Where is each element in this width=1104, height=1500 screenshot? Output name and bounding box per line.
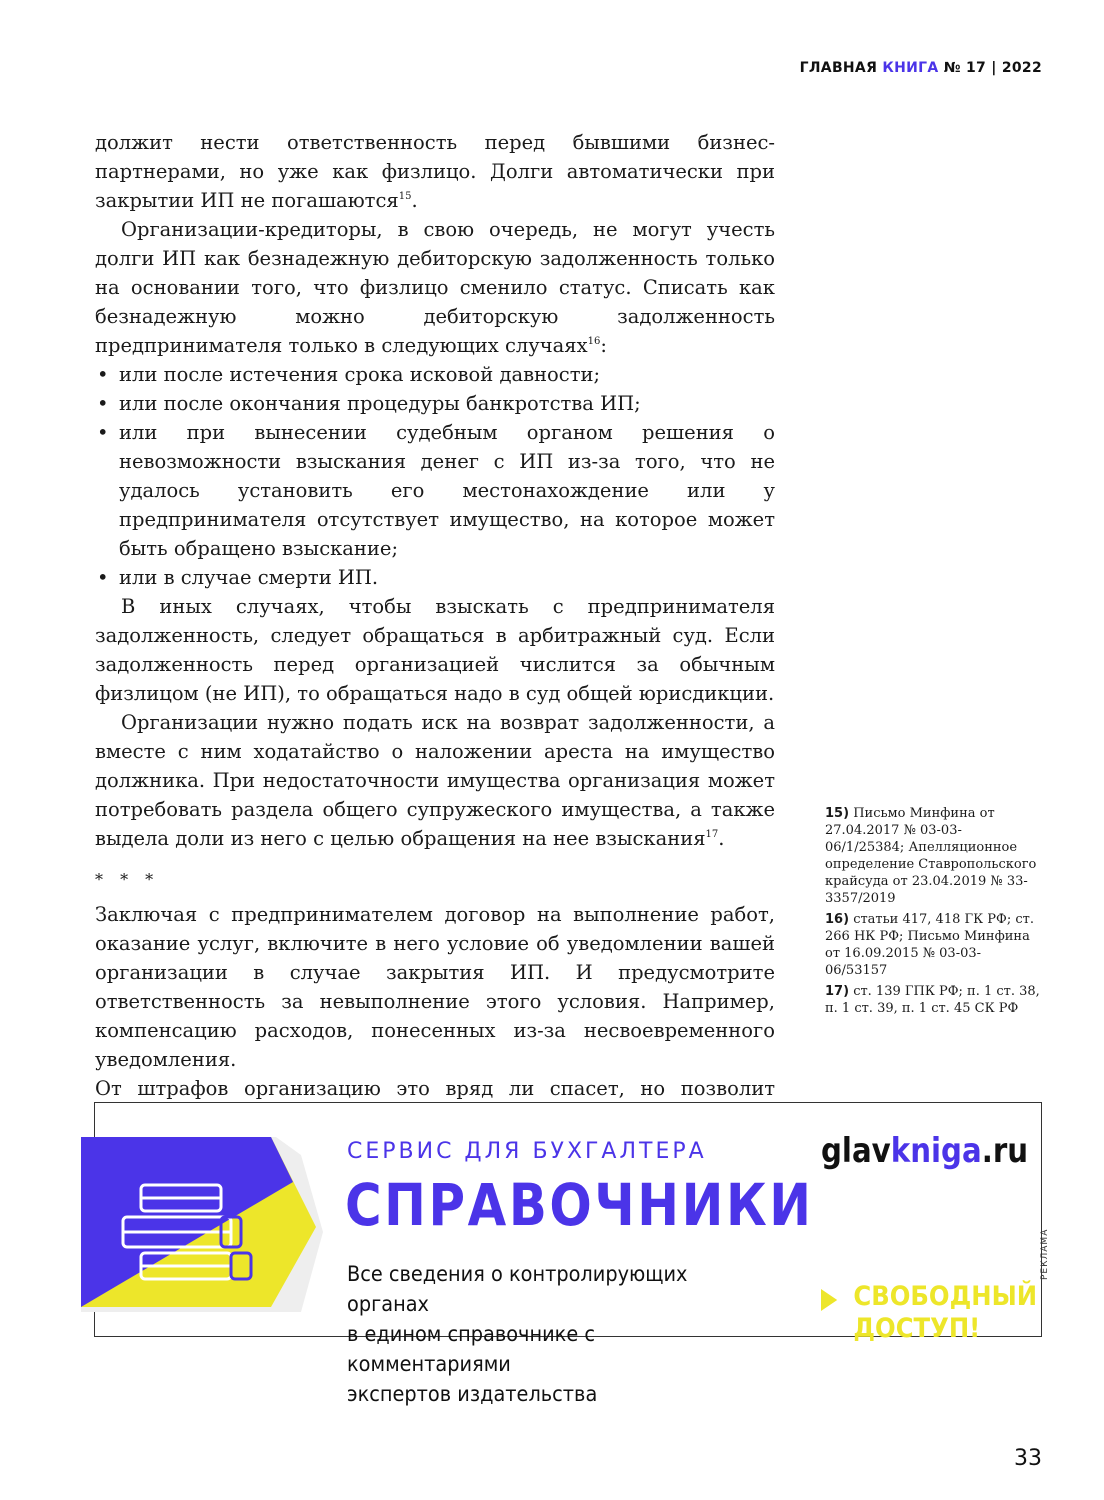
list-item: • или при вынесении судебным органом решения о невозможности взыскания денег с ИП из-за того, что не удалось установить его местонахождение или у предпринимателя отсутствует имущество, на которое может быть обращено взыскание; xyxy=(95,418,775,563)
arrow-right-icon xyxy=(821,1289,837,1311)
header-issue: № 17 | 2022 xyxy=(943,60,1042,76)
bullet-list xyxy=(95,360,775,592)
running-header xyxy=(800,60,1042,76)
list-item: • или в случае смерти ИП. xyxy=(95,563,775,592)
article-body xyxy=(95,128,775,1132)
section-separator: * * * xyxy=(95,870,160,889)
advertisement-banner[interactable] xyxy=(94,1102,1042,1406)
ad-site-link[interactable]: glavkniga.ru xyxy=(821,1131,1029,1171)
advertisement-label: РЕКЛАМА xyxy=(1040,1228,1050,1280)
footnote-ref-15: 15 xyxy=(398,191,412,202)
paragraph-3: В иных случаях, чтобы взыскать с предпринимателя задолженность, следует обращаться в арбитражный суд. Если задолженность перед организацией числится за обычным физлицом (не ИП), то обращаться надо в суд общей юрисдикции. xyxy=(95,595,775,705)
ad-title: СПРАВОЧНИКИ xyxy=(345,1171,814,1239)
paragraph-1: должит нести ответственность перед бывшими бизнес-партнерами, но уже как физлицо. Долги автоматически при закрытии ИП не погашаются$^{15}$. xyxy=(95,131,775,212)
footnote-17: 17) ст. 139 ГПК РФ; п. 1 ст. 38, п. 1 ст. 39, п. 1 ст. 45 СК РФ xyxy=(825,984,1040,1016)
header-brand-accent: КНИГА xyxy=(882,60,939,76)
paragraph-5: Заключая с предпринимателем договор на выполнение работ, оказание услуг, включите в него условие об уведомлении вашей организации в случае закрытия ИП. И предусмотрите ответственность за невыполнение этого условия. Например, компенсацию расходов, понесенных из-за несвоевременного уведомления. xyxy=(95,903,775,1071)
footnote-15: 15) Письмо Минфина от 27.04.2017 № 03-03-06/1/25384; Апелляционное определение Ставропольского крайсуда от 23.04.2019 № 33-3357/2019 xyxy=(825,806,1037,906)
list-item: • или после окончания процедуры банкротства ИП; xyxy=(95,389,775,418)
footnote-ref-16: 16 xyxy=(587,336,601,347)
page-number: 33 xyxy=(1014,1446,1042,1471)
ad-service-label: СЕРВИС ДЛЯ БУХГАЛТЕРА xyxy=(347,1139,707,1164)
ad-free-access-cta[interactable]: СВОБОДНЫЙ ДОСТУП! xyxy=(821,1281,1037,1345)
ad-description: Все сведения о контролирующих органах в едином справочнике с комментариями экспертов издательства xyxy=(347,1262,688,1406)
footnote-ref-17: 17 xyxy=(705,829,719,840)
paragraph-6: От штрафов организацию это вряд ли спасет, но позволит xyxy=(95,1074,775,1132)
footnote-16: 16) статьи 417, 418 ГК РФ; ст. 266 НК РФ; Письмо Минфина от 16.09.2015 № 03-03-06/53157 xyxy=(825,912,1034,978)
paragraph-2: Организации-кредиторы, в свою очередь, не могут учесть долги ИП как безнадежную дебиторскую задолженность только на основании того, что физлицо сменило статус. Списать как безнадежную можно дебиторскую задолженность предпринимателя только в следующих случаях$^{16}$: xyxy=(95,218,775,357)
paragraph-4: Организации нужно подать иск на возврат задолженности, а вместе с ним ходатайство о наложении ареста на имущество должника. При недостаточности имущества организация может потребовать раздела общего супружеского имущества, а также выдела доли из него с целью обращения на нее взыскания$^{17}$. xyxy=(95,711,775,850)
books-stack-icon xyxy=(81,1137,341,1327)
list-item: • или после истечения срока исковой давности; xyxy=(95,360,775,389)
footnotes xyxy=(825,805,1040,1021)
header-brand-main: ГЛАВНАЯ xyxy=(799,60,878,76)
